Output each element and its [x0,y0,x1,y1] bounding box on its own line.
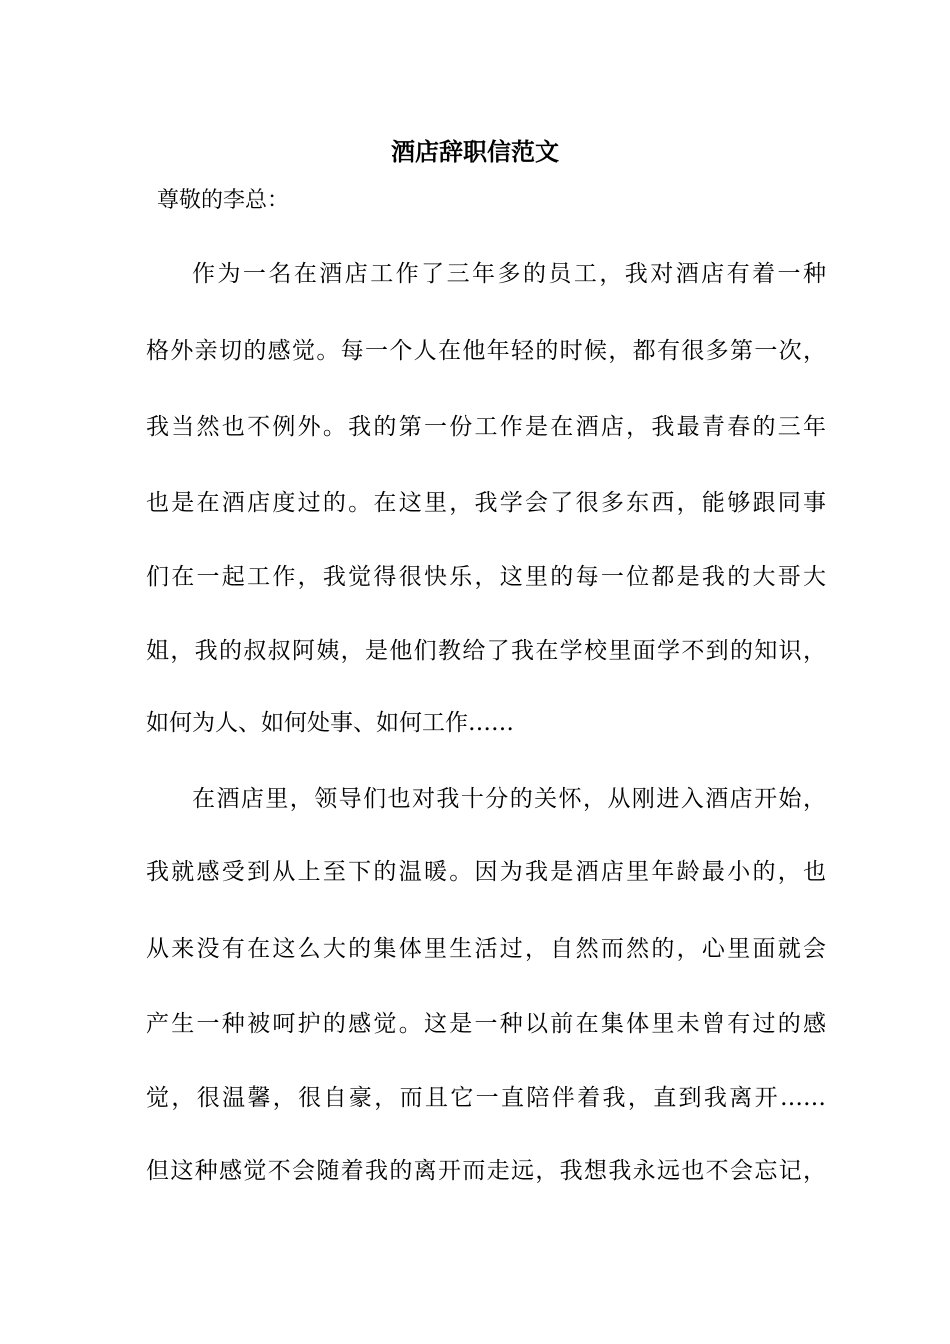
paragraph-line: 格外亲切的感觉。每一个人在他年轻的时候，都有很多第一次， [146,338,826,364]
paragraph-line: 觉，很温馨，很自豪，而且它一直陪伴着我，直到我离开…… [146,1085,826,1111]
paragraph-line: 我当然也不例外。我的第一份工作是在酒店，我最青春的三年 [146,414,826,440]
paragraph-line: 从来没有在这么大的集体里生活过，自然而然的，心里面就会 [146,936,826,962]
paragraph-line: 作为一名在酒店工作了三年多的员工，我对酒店有着一种 [192,261,826,287]
paragraph-line: 们在一起工作，我觉得很快乐，这里的每一位都是我的大哥大 [146,564,826,590]
salutation: 尊敬的李总： [157,188,290,213]
paragraph-line: 如何为人、如何处事、如何工作…… [146,710,514,736]
paragraph-line: 在酒店里，领导们也对我十分的关怀，从刚进入酒店开始， [192,786,826,812]
paragraph-line: 产生一种被呵护的感觉。这是一种以前在集体里未曾有过的感 [146,1011,826,1037]
paragraph-line: 姐，我的叔叔阿姨，是他们教给了我在学校里面学不到的知识， [146,638,826,664]
document-title: 酒店辞职信范文 [391,137,559,166]
paragraph-line: 我就感受到从上至下的温暖。因为我是酒店里年龄最小的，也 [146,859,826,885]
paragraph-line: 也是在酒店度过的。在这里，我学会了很多东西，能够跟同事 [146,490,826,516]
paragraph-line: 但这种感觉不会随着我的离开而走远，我想我永远也不会忘记， [146,1158,826,1184]
